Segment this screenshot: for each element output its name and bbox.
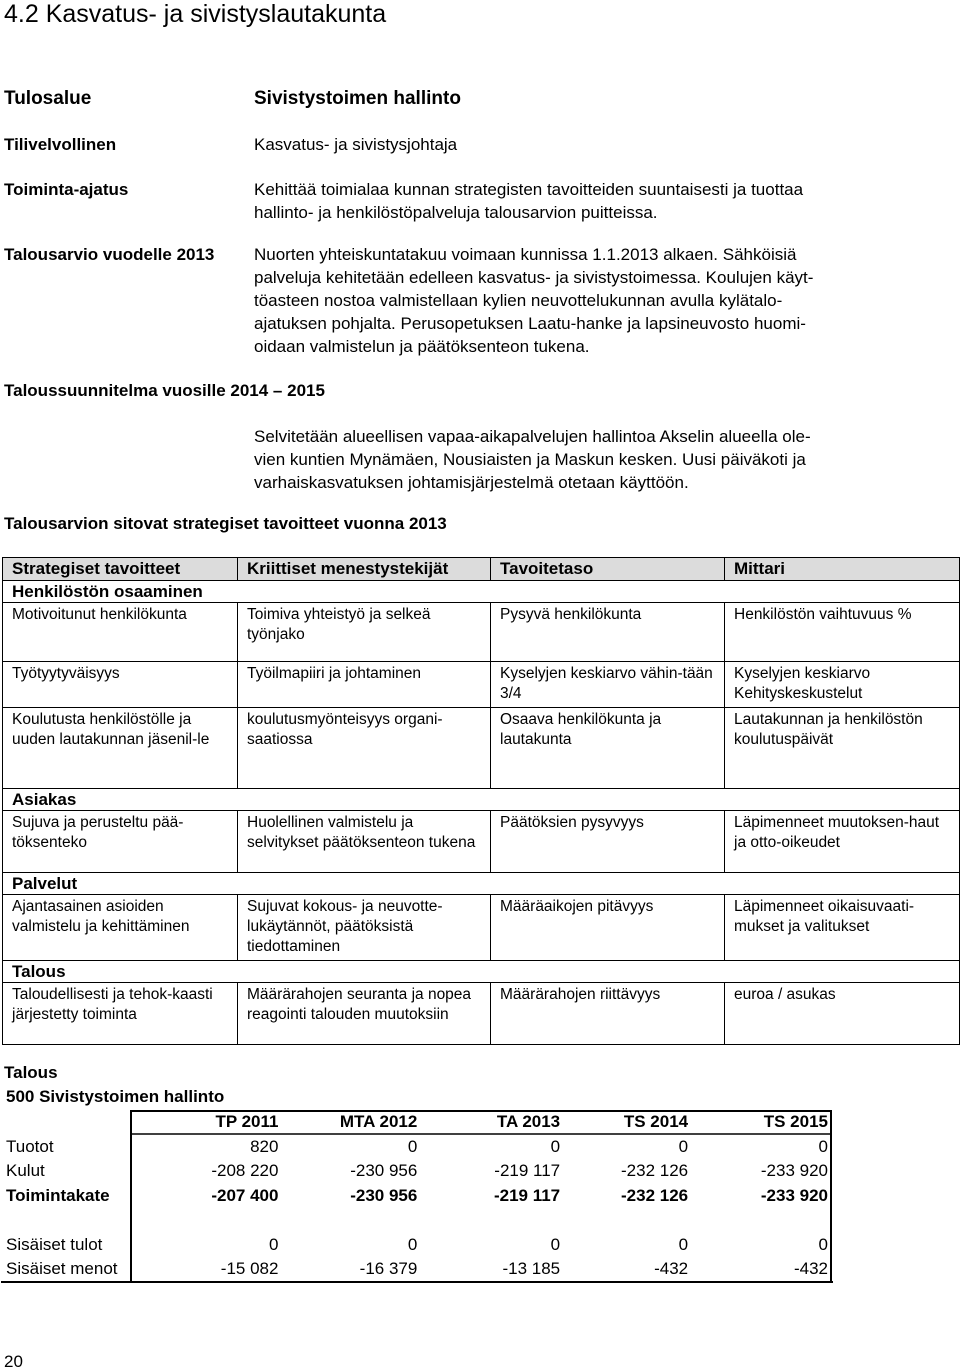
finance-value: 0	[550, 1234, 561, 1254]
table-cell: Määrärahojen riittävyys	[491, 983, 725, 1045]
finance-value: -208 220	[211, 1161, 279, 1180]
table-cell: Sujuva ja perusteltu pää-töksenteko	[3, 811, 238, 873]
table-cell: Lautakunnan ja henkilöstön koulutuspäivät	[725, 708, 960, 789]
plan-line: varhaiskasvatuksen johtamisjärjestelmä otetaan käyttöön.	[254, 473, 689, 492]
finance-row-sisaiset-menot	[2, 1257, 832, 1282]
table-cell: Motivoitunut henkilökunta	[3, 603, 238, 662]
goals-header-cell: Strategiset tavoitteet	[3, 558, 238, 581]
toiminta-ajatus-line: Kehittää toimialaa kunnan strategisten tavoitteiden suuntaisesti ja tuottaa	[254, 180, 804, 199]
finance-row-name: Toimintakate	[6, 1185, 110, 1205]
finance-value: 0	[678, 1234, 689, 1254]
finance-row-name: Sisäiset tulot	[6, 1234, 103, 1254]
budget-2013-line: töasteen nostoa valmistellaan kylien neuvottelukunnan avulla kylätalo-	[254, 291, 783, 310]
finance-value: 0	[678, 1136, 689, 1156]
finance-row-sisaiset-tulot	[2, 1233, 832, 1258]
finance-value: -232 126	[621, 1185, 689, 1205]
finance-value: 0	[407, 1234, 418, 1254]
table-cell: Päätöksien pysyvyys	[491, 811, 725, 873]
finance-value: -233 920	[760, 1161, 828, 1180]
finance-col-header: MTA 2012	[339, 1112, 418, 1131]
plan-line: vien kuntien Mynämäen, Nousiaisten ja Maskun kesken. Uusi päiväkoti ja	[254, 450, 806, 469]
section-title: Palvelut	[3, 873, 960, 895]
table-cell: koulutusmyönteisyys organi-saatiossa	[238, 708, 491, 789]
toiminta-ajatus-line: hallinto- ja henkilöstöpalveluja talousarvion puitteissa.	[254, 203, 658, 222]
budget-2013-label: Talousarvio vuodelle 2013	[4, 245, 215, 264]
tilivelvollinen-label: Tilivelvollinen	[4, 135, 117, 154]
finance-col-header: TS 2015	[763, 1112, 828, 1131]
finance-table	[2, 1110, 832, 1282]
tilivelvollinen-value: Kasvatus- ja sivistysjohtaja	[254, 135, 458, 154]
finance-value: -230 956	[350, 1185, 418, 1205]
finance-col-header: TP 2011	[215, 1112, 279, 1131]
finance-corner	[2, 1110, 138, 1135]
finance-value: -432	[793, 1259, 828, 1278]
finance-value: -15 082	[220, 1259, 279, 1278]
section-title: Henkilöstön osaaminen	[3, 581, 960, 603]
finance-value: 0	[550, 1136, 561, 1156]
finance-col-header: TA 2013	[496, 1112, 561, 1131]
finance-value: -219 117	[494, 1161, 561, 1180]
finance-value: -232 126	[621, 1161, 689, 1180]
page-heading: 4.2 Kasvatus- ja sivistyslautakunta	[4, 0, 387, 28]
finance-value: -16 379	[359, 1259, 418, 1278]
table-cell: Huolellinen valmistelu ja selvitykset päätöksenteon tukena	[238, 811, 491, 873]
table-cell: euroa / asukas	[725, 983, 960, 1045]
finance-value: -230 956	[350, 1161, 418, 1180]
table-cell: Toimiva yhteistyö ja selkeä työnjako	[238, 603, 491, 662]
budget-2013-line: ajatuksen pohjalta. Perusopetuksen Laatu-hanke ja lapsineuvosto huomi-	[254, 314, 806, 333]
finance-row-name: Tuotot	[6, 1136, 54, 1156]
finance-subtitle: 500 Sivistystoimen hallinto	[6, 1087, 225, 1106]
table-cell: Läpimenneet oikaisuvaati-mukset ja valitukset	[725, 895, 960, 961]
table-cell: Työilmapiiri ja johtaminen	[238, 662, 491, 708]
finance-title: Talous	[4, 1063, 58, 1082]
section-title: Talous	[3, 961, 960, 983]
table-cell: Taloudellisesti ja tehok-kaasti järjestetty toiminta	[3, 983, 238, 1045]
finance-row-name: Sisäiset menot	[6, 1259, 118, 1278]
toiminta-ajatus-label: Toiminta-ajatus	[4, 180, 129, 199]
tulosalue-value: Sivistystoimen hallinto	[254, 88, 461, 109]
table-cell: Kyselyjen keskiarvo vähin-tään 3/4	[491, 662, 725, 708]
goals-header-cell: Kriittiset menestystekijät	[238, 558, 491, 581]
table-cell: Osaava henkilökunta ja lautakunta	[491, 708, 725, 789]
finance-row-kulut	[2, 1159, 832, 1184]
finance-col-header: TS 2014	[623, 1112, 689, 1131]
budget-2013-line: Nuorten yhteiskuntatakuu voimaan kunnissa 1.1.2013 alkaen. Sähköisiä	[254, 245, 797, 264]
table-cell: Pysyvä henkilökunta	[491, 603, 725, 662]
finance-value: 820	[250, 1136, 279, 1156]
finance-spacer-cell	[2, 1208, 832, 1233]
table-cell: Henkilöstön vaihtuvuus %	[725, 603, 960, 662]
finance-value: -207 400	[211, 1185, 279, 1205]
plan-line: Selvitetään alueellisen vapaa-aikapalvelujen hallintoa Akselin alueella ole-	[254, 427, 811, 446]
finance-spacer-row	[2, 1208, 832, 1233]
table-cell: Koulutusta henkilöstölle ja uuden lautakunnan jäsenil-le	[3, 708, 238, 789]
finance-value: 0	[407, 1136, 418, 1156]
table-cell: Sujuvat kokous- ja neuvotte-lukäytännöt, päätöksistä tiedottaminen	[238, 895, 491, 961]
finance-value: -219 117	[493, 1185, 561, 1205]
budget-2013-line: palveluja kehitetään edelleen kasvatus- ja sivistystoimessa. Koulujen käyt-	[254, 268, 814, 287]
finance-row-toimintakate	[2, 1184, 832, 1209]
table-cell: Ajantasainen asioiden valmistelu ja kehittäminen	[3, 895, 238, 961]
tulosalue-label: Tulosalue	[4, 88, 92, 109]
table-cell: Läpimenneet muutoksen-haut ja otto-oikeudet	[725, 811, 960, 873]
table-cell: Määrärahojen seuranta ja nopea reagointi talouden muutoksiin	[238, 983, 491, 1045]
finance-value: 0	[818, 1136, 828, 1156]
strategic-goals-title: Talousarvion sitovat strategiset tavoitteet vuonna 2013	[4, 514, 447, 533]
section-title: Asiakas	[3, 789, 960, 811]
finance-value: 0	[269, 1234, 279, 1254]
finance-value: -13 185	[502, 1259, 561, 1278]
finance-value: -432	[654, 1259, 689, 1278]
table-cell: Kyselyjen keskiarvo Kehityskeskustelut	[725, 662, 960, 708]
goals-header-cell: Mittari	[725, 558, 960, 581]
finance-row-name: Kulut	[6, 1161, 45, 1180]
plan-2014-2015-label: Taloussuunnitelma vuosille 2014 – 2015	[4, 381, 325, 400]
budget-2013-line: oidaan valmistelun ja päätöksenteon tukena.	[254, 337, 590, 356]
finance-value: 0	[818, 1234, 828, 1254]
table-cell: Työtyytyväisyys	[3, 662, 238, 708]
finance-row-tuotot	[2, 1135, 832, 1160]
finance-value: -233 920	[760, 1185, 828, 1205]
finance-header-row	[2, 1110, 832, 1135]
table-cell: Määräaikojen pitävyys	[491, 895, 725, 961]
page-number: 20	[4, 1352, 23, 1371]
goals-header-cell: Tavoitetaso	[491, 558, 725, 581]
